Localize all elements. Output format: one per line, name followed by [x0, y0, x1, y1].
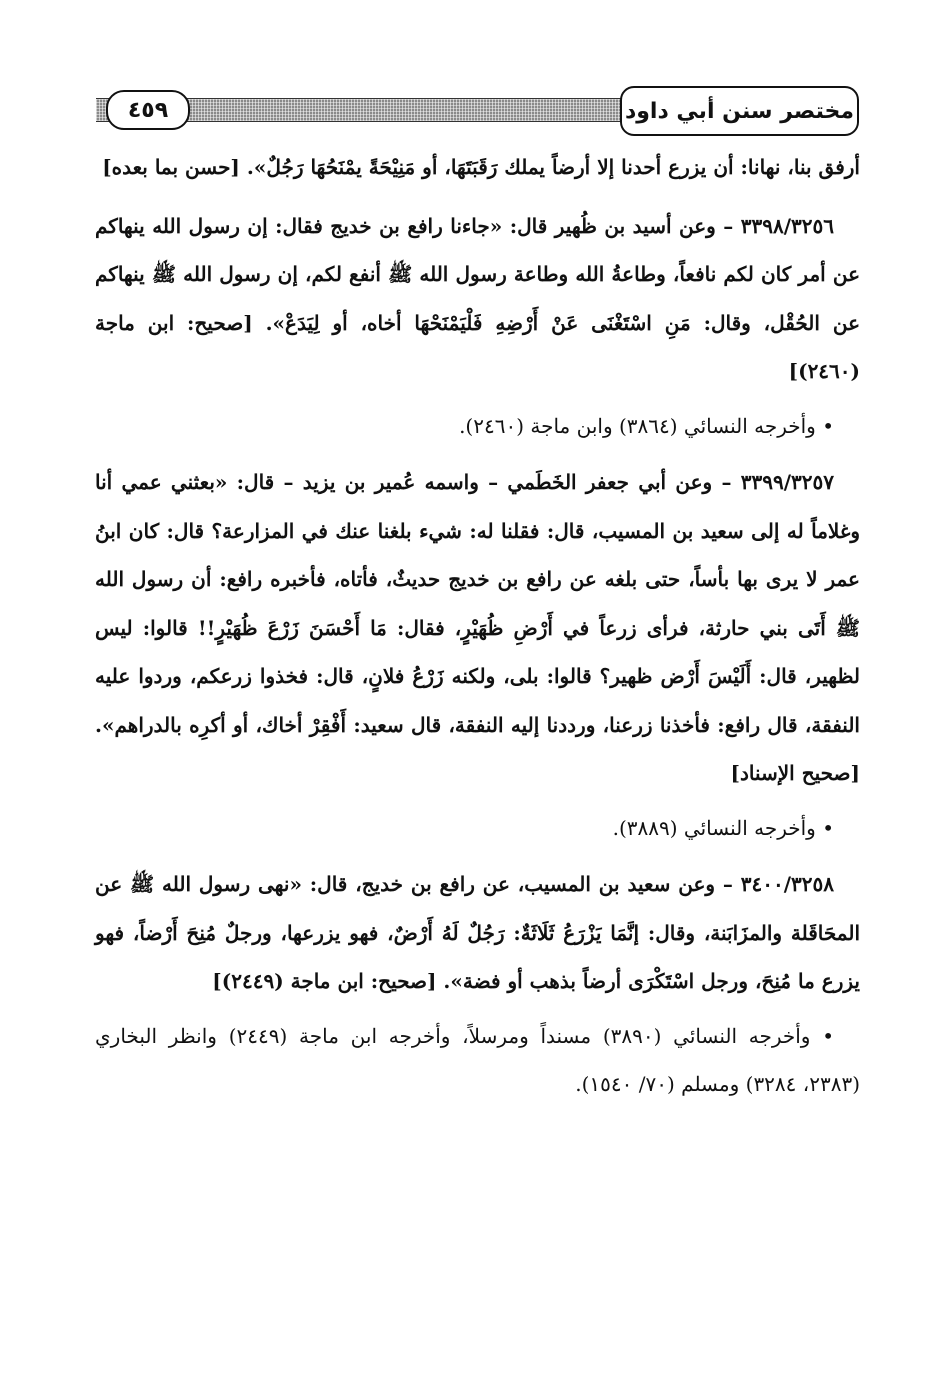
book-title: مختصر سنن أبي داود [620, 86, 859, 136]
takhrij-note-3398: • وأخرجه النسائي (٣٨٦٤) وابن ماجة (٢٤٦٠). [459, 413, 834, 438]
takhrij-note-3399: • وأخرجه النسائي (٣٨٨٩). [612, 815, 834, 840]
hadith-3399: ٣٣٩٩/٣٢٥٧ – وعن أبي جعفر الخَطَمي – واسمه عُمير بن يزيد – قال: «بعثني عمي أنا وغلاماً له إلى سعيد بن المسيب، قال: فقلنا له: شيء بلغنا عنك في المزارعة؟ قال: كان ابنُ عمر لا يرى بها بأساً، حتى بلغه عن رافع بن خديج حديثٌ، فأتاه، فأخبره رافع: أن رسول الله ﷺ أَتَى بني حارثة، فرأى زرعاً في أَرْضِ ظُهَيْرٍ، فقال: مَا أَحْسَنَ زَرْعَ ظُهَيْرٍ!! قالوا: ليس لظهير، قال: أَلَيْسَ أَرْض ظهير؟ قالوا: بلى، ولكنه زَرْعُ فلانٍ، قال: فخذوا زرعكم، وردوا عليه النفقة، قال رافع: فأخذنا زرعنا، ورددنا إليه النفقة، قال سعيد: أَفْقِرْ أخاك، أو أكرِه بالدراهم». [صحيح الإسناد] [95, 470, 860, 785]
paragraph-continuation: أرفق بنا، نهانا: أن يزرع أحدنا إلا أرضاً يملك رَقَبَتَهَا، أو مَنِيْحَةً يمْنَحُهَا رَجُلٌ». [حسن بما بعده] [102, 155, 860, 179]
hadith-3400: ٣٤٠٠/٣٢٥٨ – وعن سعيد بن المسيب، عن رافع بن خديج، قال: «نهى رسول الله ﷺ عن المحَاقَلة والمزَابَنة، وقال: إنَّمَا يَزْرَعُ ثَلَاثَةٌ: رَجُلٌ لَهُ أَرْضٌ، فهو يزرعها، ورجلٌ مُنِحَ أَرْضاً، فهو يزرع ما مُنِحَ، ورجل اسْتَكْرَى أرضاً بذهب أو فضة». [صحيح: ابن ماجة (٢٤٤٩)] [95, 872, 860, 993]
page-number: ٤٥٩ [106, 90, 190, 130]
page-body [95, 143, 860, 1117]
hadith-3398: ٣٣٩٨/٣٢٥٦ – وعن أسيد بن ظُهير قال: «جاءنا رافع بن خديج فقال: إن رسول الله ينهاكم عن أمر كان لكم نافعاً، وطاعةُ الله وطاعة رسول الله ﷺ أنفع لكم، إن رسول الله ﷺ ينهاكم عن الحُقْل، وقال: مَنِ اسْتَغْنَى عَنْ أَرْضِهِ فَلْيَمْنَحْهَا أخاه، أو لِيَدَعْ». [صحيح: ابن ماجة (٢٤٦٠)] [95, 213, 860, 383]
running-header [96, 90, 859, 140]
takhrij-note-3400: • وأخرجه النسائي (٣٨٩٠) مسنداً ومرسلاً، وأخرجه ابن ماجة (٢٤٤٩) وانظر البخاري (٢٣٨٣، ٣٢٨٤) ومسلم (٧٠/ ١٥٤٠). [95, 1023, 860, 1096]
